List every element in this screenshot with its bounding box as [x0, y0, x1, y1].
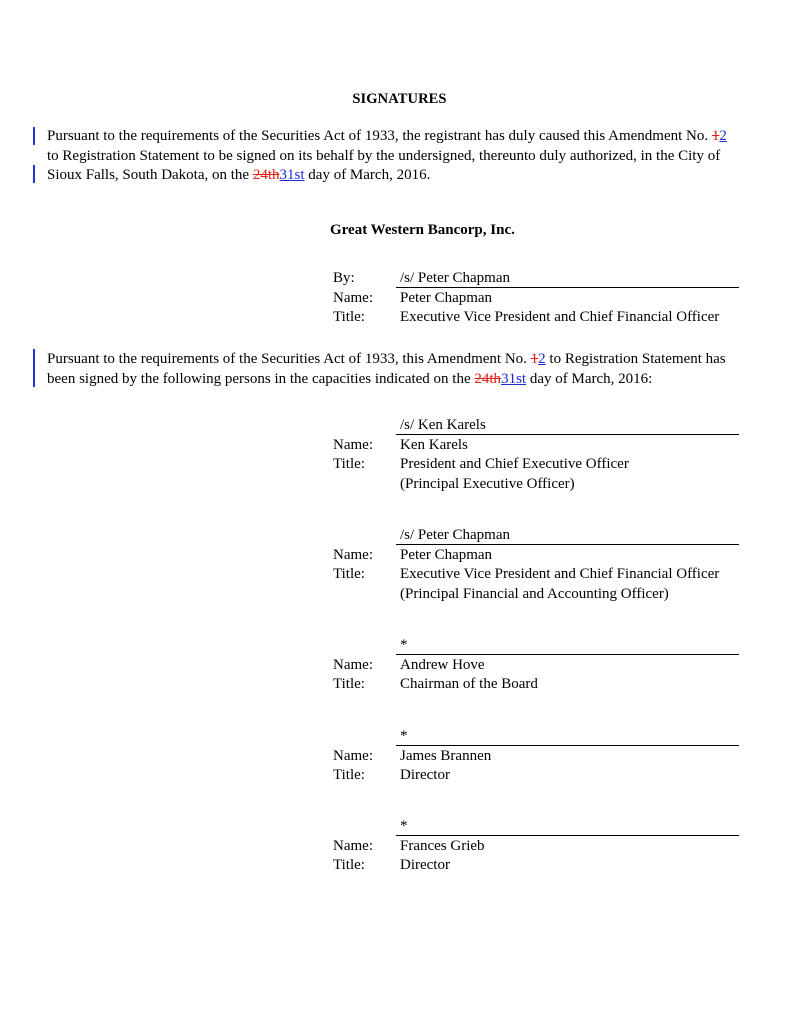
signature: *: [400, 818, 408, 834]
name-label: Name:: [333, 290, 373, 306]
inserted-text: 31st: [279, 167, 305, 183]
name-label: Name:: [333, 748, 373, 764]
signer-title: Chairman of the Board: [400, 676, 538, 692]
signature-line: [396, 544, 739, 545]
title-label: Title:: [333, 857, 365, 873]
signer-title-detail: (Principal Financial and Accounting Officer): [400, 586, 669, 602]
signer-name: Ken Karels: [400, 437, 468, 453]
paragraph-line: been signed by the following persons in the capacities indicated on the 24th31st day of March, 2016:: [47, 370, 653, 387]
title-label: Title:: [333, 676, 365, 692]
signer-title: Director: [400, 857, 450, 873]
company-name: Great Western Bancorp, Inc.: [330, 222, 515, 238]
title-label: Title:: [333, 767, 365, 783]
title-label: Title:: [333, 566, 365, 582]
signature: *: [400, 637, 408, 653]
signature: /s/ Peter Chapman: [400, 270, 510, 286]
change-bar: [33, 127, 35, 145]
signature-line: [396, 654, 739, 655]
name-label: Name:: [333, 657, 373, 673]
signer-title: President and Chief Executive Officer: [400, 456, 629, 472]
signer-title-detail: (Principal Executive Officer): [400, 476, 575, 492]
signer-title: Executive Vice President and Chief Financial Officer: [400, 309, 720, 325]
by-label: By:: [333, 270, 355, 286]
signature: /s/ Ken Karels: [400, 417, 486, 433]
signature-line: [396, 434, 739, 435]
signer-title: Director: [400, 767, 450, 783]
paragraph-registrant: [47, 127, 755, 186]
paragraph-line: to Registration Statement to be signed on its behalf by the undersigned, thereunto duly authorized, in the City of: [47, 147, 721, 164]
paragraph-persons: [47, 350, 755, 389]
deleted-text: 1: [711, 128, 720, 144]
deleted-text: 24th: [474, 370, 502, 387]
signature-line: [396, 745, 739, 746]
page-title: SIGNATURES: [352, 91, 447, 107]
deleted-text: 24th: [252, 167, 280, 183]
paragraph-line: Pursuant to the requirements of the Securities Act of 1933, the registrant has duly caused this Amendment No. 12: [47, 128, 727, 144]
signer-name: Frances Grieb: [400, 838, 485, 854]
name-label: Name:: [333, 838, 373, 854]
name-label: Name:: [333, 547, 373, 563]
signer-title: Executive Vice President and Chief Financial Officer: [400, 566, 720, 582]
inserted-text: 2: [538, 351, 546, 367]
signer-name: Andrew Hove: [400, 657, 485, 673]
paragraph-line: Pursuant to the requirements of the Securities Act of 1933, this Amendment No. 12 to Registration Statement has: [47, 351, 726, 367]
inserted-text: 2: [719, 128, 727, 144]
change-bar: [33, 349, 35, 387]
title-label: Title:: [333, 309, 365, 325]
signature-line: [396, 835, 739, 836]
change-bar: [33, 165, 35, 183]
paragraph-line: Sioux Falls, South Dakota, on the 24th31st day of March, 2016.: [47, 167, 431, 183]
inserted-text: 31st: [501, 370, 527, 387]
signer-name: Peter Chapman: [400, 547, 493, 563]
signer-name: James Brannen: [400, 748, 492, 764]
deleted-text: 1: [530, 351, 539, 367]
signature-line: [396, 287, 739, 288]
title-label: Title:: [333, 456, 365, 472]
signature: *: [400, 728, 408, 744]
signature: /s/ Peter Chapman: [400, 527, 510, 543]
signer-name: Peter Chapman: [400, 290, 493, 306]
name-label: Name:: [333, 437, 373, 453]
